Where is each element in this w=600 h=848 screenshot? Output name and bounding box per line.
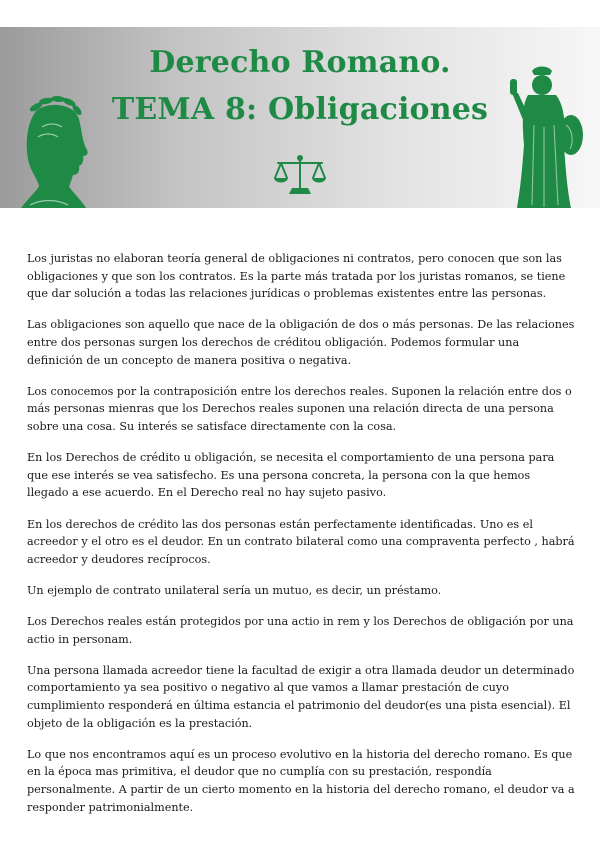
paragraph-9: Lo que nos encontramos aquí es un proceso evolutivo en la historia del derecho romano. Es que en la época mas primitiva, el deudor que no cumplía con su prestación, respondía personalmente. A partir de un cierto momento en la historia del derecho romano, el deudor va a responder patrimonialmente. [27, 747, 575, 814]
paragraph-7: Los Derechos reales están protegidos por una actio in rem y los Derechos de obligación por una actio in personam. [27, 615, 574, 646]
paragraph-4: En los Derechos de crédito u obligación, se necesita el comportamiento de una persona para que ese interés se vea satisfecho. Es una persona concreta, la persona con la que hemos llegado a ese acuerdo. En el Derecho real no hay sujeto pasivo. [27, 451, 555, 500]
page-title-line-1: Derecho Romano. [149, 45, 451, 80]
paragraph-2: Las obligaciones son aquello que nace de la obligación de dos o más personas. De las relaciones entre dos personas surgen los derechos de créditou obligación. Podemos formular una definición de un concepto de manera positiva o negativa. [27, 318, 575, 367]
page-title-line-2: TEMA 8: Obligaciones [111, 92, 489, 127]
document-body [27, 250, 575, 830]
scales-of-justice-icon [273, 154, 327, 196]
paragraph-1: Los juristas no elaboran teoría general de obligaciones ni contratos, pero conocen que son las obligaciones y que son los contratos. Es la parte más tratada por los juristas romanos, se tiene que dar solución a todas las relaciones jurídicas o problemas existentes entre las personas. [27, 252, 566, 301]
paragraph-3: Los conocemos por la contraposición entre los derechos reales. Suponen la relación entre dos o más personas mienras que los Derechos reales suponen una relación directa de una persona sobre una cosa. Su interés se satisface directamente con la cosa. [27, 384, 572, 433]
header-banner [0, 27, 600, 208]
paragraph-8: Una persona llamada acreedor tiene la facultad de exigir a otra llamada deudor un determinado comportamiento ya sea positivo o negativo al que vamos a llamar prestación de cuyo cumplimiento responderá en última estancia el patrimonio del deudor(es una pista esencial). El objeto de la obligación es la prestación. [27, 663, 575, 730]
paragraph-6: Un ejemplo de contrato unilateral sería un mutuo, es decir, un préstamo. [27, 583, 442, 597]
paragraph-5: En los derechos de crédito las dos personas están perfectamente identificadas. Uno es el acreedor y el otro es el deudor. En un contrato bilateral como una compraventa perfecto , habrá acreedor y deudores recíprocos. [27, 517, 575, 566]
goddess-statue-icon [508, 65, 584, 208]
